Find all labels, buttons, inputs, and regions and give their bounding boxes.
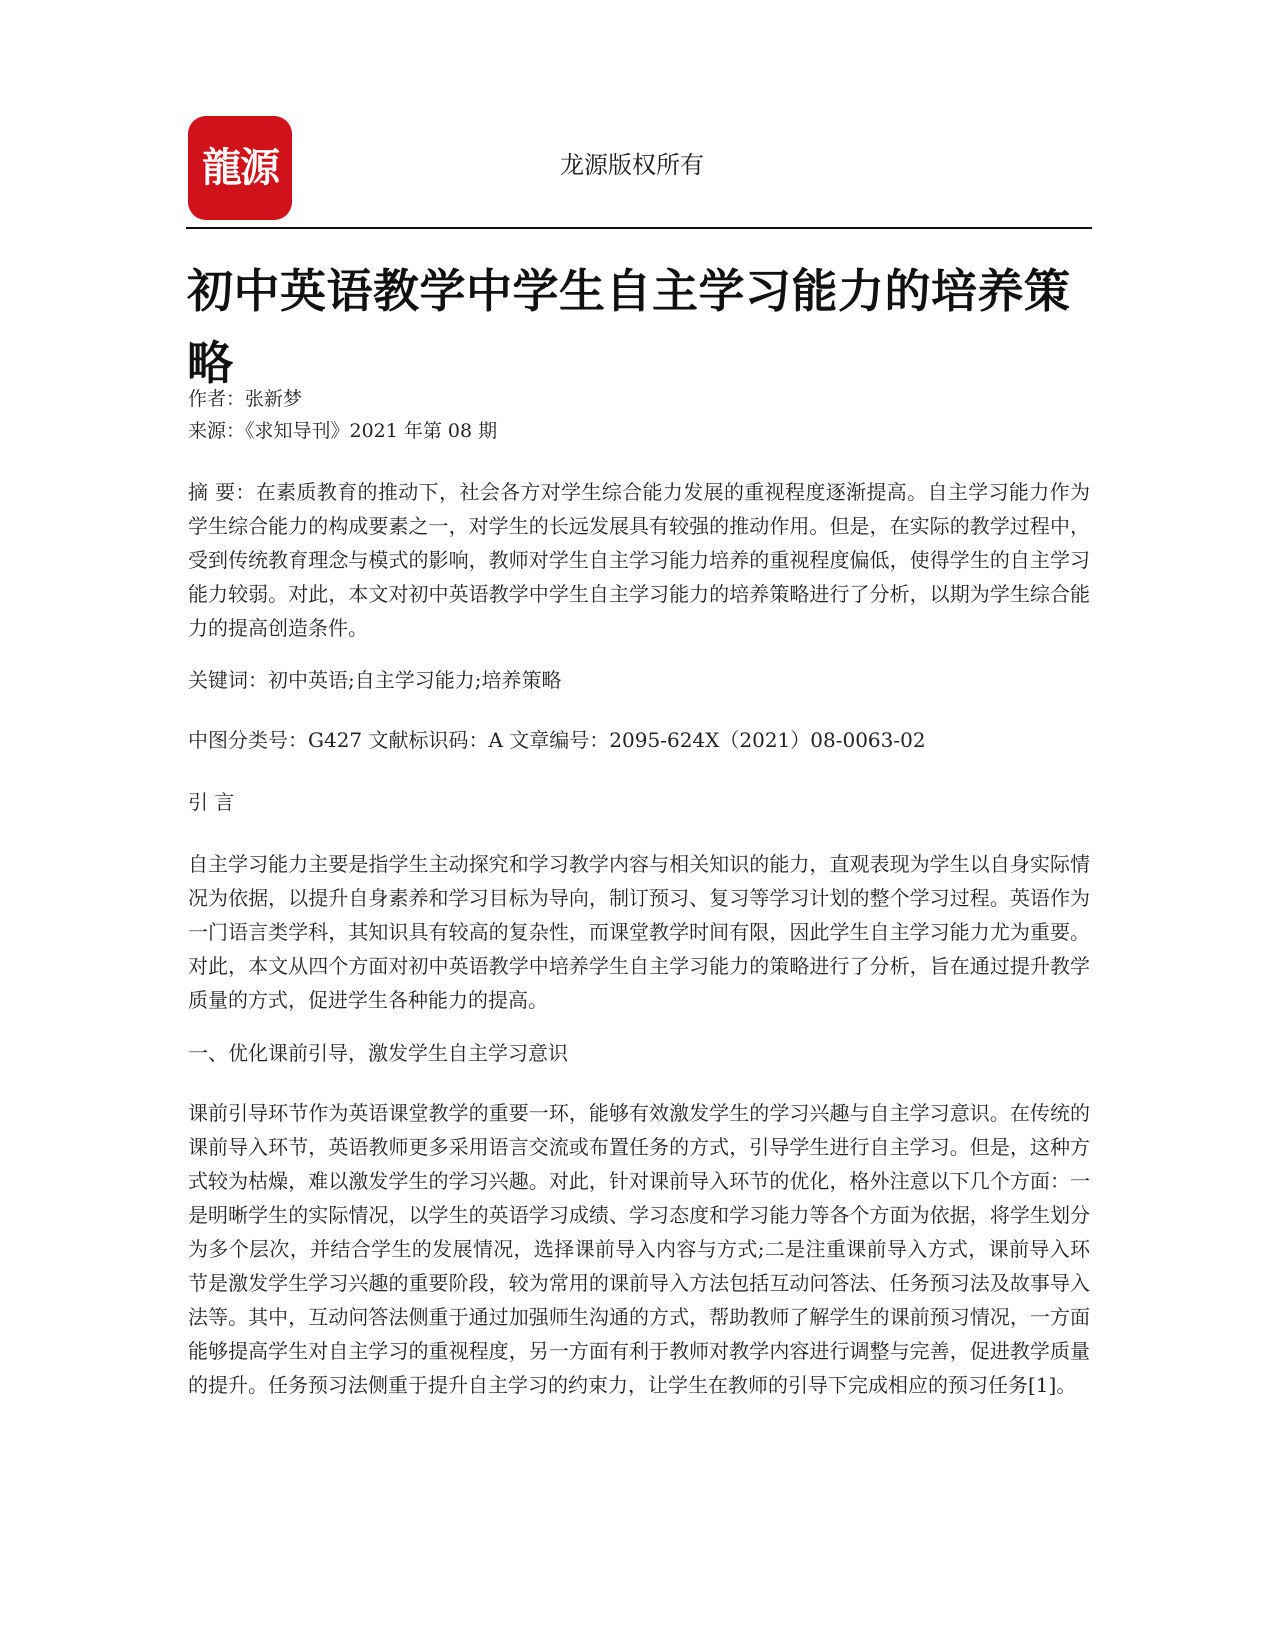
logo-text: 龍源 [202, 144, 278, 191]
keywords-line: 关键词：初中英语;自主学习能力;培养策略 [188, 668, 562, 692]
header-divider [186, 227, 1092, 229]
abstract-paragraph: 摘 要：在素质教育的推动下，社会各方对学生综合能力发展的重视程度逐渐提高。自主学习能力作为学生综合能力的构成要素之一，对学生的长远发展具有较强的推动作用。但是，在实际的教学过程中，受到传统教育理念与模式的影响，教师对学生自主学习能力培养的重视程度偏低，使得学生的自主学习能力较弱。对此，本文对初中英语教学中学生自主学习能力的培养策略进行了分析，以期为学生综合能力的提高创造条件。 [188, 480, 1090, 640]
longyuan-logo [188, 116, 292, 220]
copyright-header: 龙源版权所有 [560, 151, 704, 179]
classification-line: 中图分类号：G427 文献标识码：A 文章编号：2095-624X（2021）08-0063-02 [188, 728, 926, 752]
intro-paragraph: 自主学习能力主要是指学生主动探究和学习教学内容与相关知识的能力，直观表现为学生以自身实际情况为依据，以提升自身素养和学习目标为导向，制订预习、复习等学习计划的整个学习过程。英语作为一门语言类学科，其知识具有较高的复杂性，而课堂教学时间有限，因此学生自主学习能力尤为重要。对此，本文从四个方面对初中英语教学中培养学生自主学习能力的策略进行了分析，旨在通过提升教学质量的方式，促进学生各种能力的提高。 [188, 852, 1090, 1012]
article-title: 初中英语教学中学生自主学习能力的培养策略 [187, 264, 1071, 390]
author-line: 作者：张新梦 [188, 388, 303, 410]
source-line: 来源：《求知导刊》2021 年第 08 期 [188, 420, 498, 442]
intro-heading: 引 言 [188, 790, 235, 814]
section1-heading: 一、优化课前引导，激发学生自主学习意识 [188, 1041, 568, 1065]
section1-paragraph: 课前引导环节作为英语课堂教学的重要一环，能够有效激发学生的学习兴趣与自主学习意识。在传统的课前导入环节，英语教师更多采用语言交流或布置任务的方式，引导学生进行自主学习。但是，这种方式较为枯燥，难以激发学生的学习兴趣。对此，针对课前导入环节的优化，格外注意以下几个方面：一是明晰学生的实际情况，以学生的英语学习成绩、学习态度和学习能力等各个方面为依据，将学生划分为多个层次，并结合学生的发展情况，选择课前导入内容与方式;二是注重课前导入方式，课前导入环节是激发学生学习兴趣的重要阶段，较为常用的课前导入方法包括互动问答法、任务预习法及故事导入法等。其中，互动问答法侧重于通过加强师生沟通的方式，帮助教师了解学生的课前预习情况，一方面能够提高学生对自主学习的重视程度，另一方面有利于教师对教学内容进行调整与完善，促进教学质量的提升。任务预习法侧重于提升自主学习的约束力，让学生在教师的引导下完成相应的预习任务[1]。 [188, 1101, 1090, 1397]
